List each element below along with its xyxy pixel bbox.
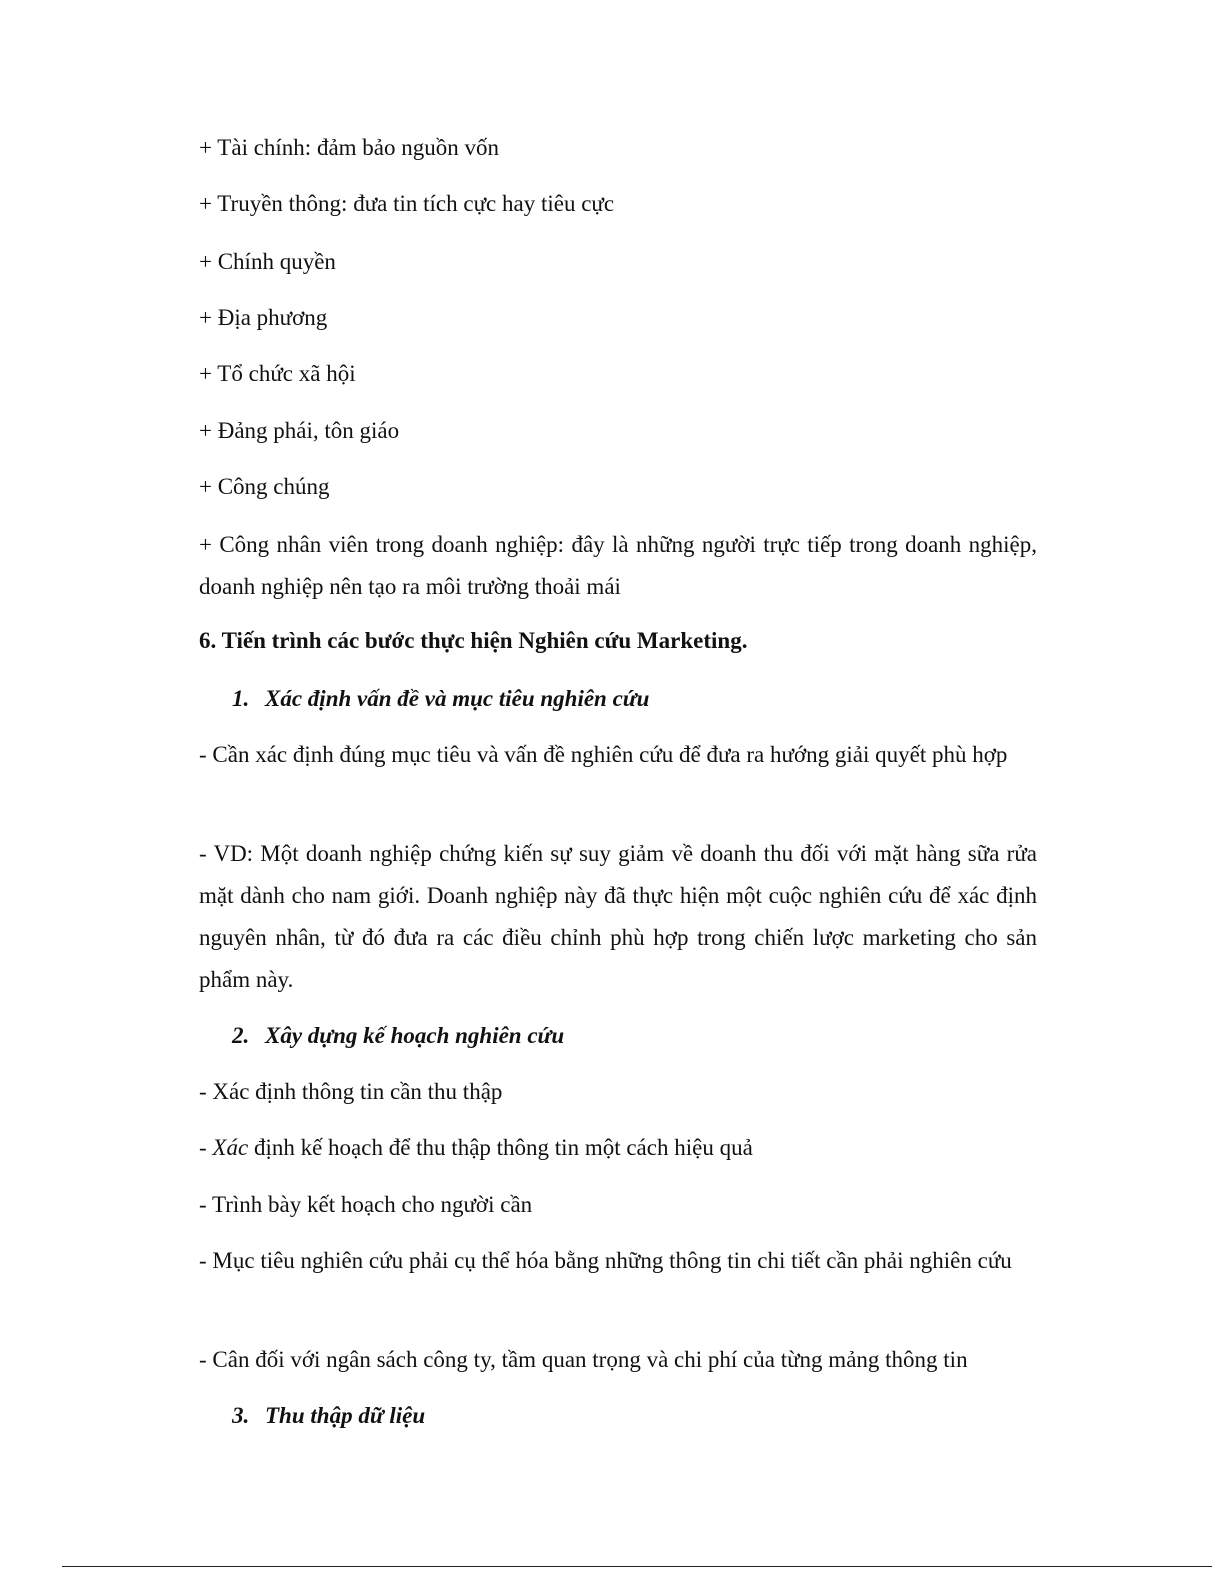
employees-paragraph: + Công nhân viên trong doanh nghiệp: đây là những người trực tiếp trong doanh nghiệp, doanh nghiệp nên tạo ra môi trường thoải mái <box>199 532 1037 599</box>
step-3-title: Thu thập dữ liệu <box>265 1403 426 1428</box>
step-1-heading <box>232 678 1032 720</box>
step-1-number: 1. <box>232 686 250 711</box>
step-2-point-2-prefix: - <box>199 1135 213 1160</box>
step-2-point-3: - Trình bày kết hoạch cho người cần <box>199 1192 533 1217</box>
stakeholder-government: + Chính quyền <box>199 249 336 274</box>
step-1-point-1: - Cần xác định đúng mục tiêu và vấn đề nghiên cứu để đưa ra hướng giải quyết phù hợp <box>199 742 1008 767</box>
stakeholder-public: + Công chúng <box>199 474 330 499</box>
footer-divider <box>62 1566 1212 1567</box>
step-2-point-2 <box>199 1127 1037 1169</box>
step-2-heading <box>232 1015 1032 1057</box>
stakeholder-party-religion: + Đảng phái, tôn giáo <box>199 418 400 443</box>
step-3-number: 3. <box>232 1403 250 1428</box>
step-2-point-4: - Mục tiêu nghiên cứu phải cụ thể hóa bằng những thông tin chi tiết cần phải nghiên cứu <box>199 1248 1012 1273</box>
step-1-example: - VD: Một doanh nghiệp chứng kiến sự suy giảm về doanh thu đối với mặt hàng sữa rửa mặt dành cho nam giới. Doanh nghiệp này đã thực hiện một cuộc nghiên cứu để xác định nguyên nhân, từ đó đưa ra các điều chỉnh phù hợp trong chiến lược marketing cho sản phẩm này. <box>199 841 1037 992</box>
step-2-point-2-italic: Xác <box>212 1135 249 1160</box>
step-1-title: Xác định vấn đề và mục tiêu nghiên cứu <box>265 686 650 711</box>
step-2-number: 2. <box>232 1023 250 1048</box>
stakeholder-media: + Truyền thông: đưa tin tích cực hay tiêu cực <box>199 191 615 216</box>
step-2-point-5: - Cân đối với ngân sách công ty, tầm quan trọng và chi phí của từng mảng thông tin <box>199 1347 968 1372</box>
section-6-heading: 6. Tiến trình các bước thực hiện Nghiên cứu Marketing. <box>199 628 748 653</box>
stakeholder-local: + Địa phương <box>199 305 328 330</box>
step-3-heading <box>232 1395 1032 1437</box>
stakeholder-finance: + Tài chính: đảm bảo nguồn vốn <box>199 135 499 160</box>
step-2-point-1: - Xác định thông tin cần thu thập <box>199 1079 503 1104</box>
step-2-title: Xây dựng kế hoạch nghiên cứu <box>265 1023 565 1048</box>
stakeholder-social-org: + Tổ chức xã hội <box>199 361 356 386</box>
step-2-point-2-rest: định kế hoạch để thu thập thông tin một cách hiệu quả <box>248 1135 753 1160</box>
